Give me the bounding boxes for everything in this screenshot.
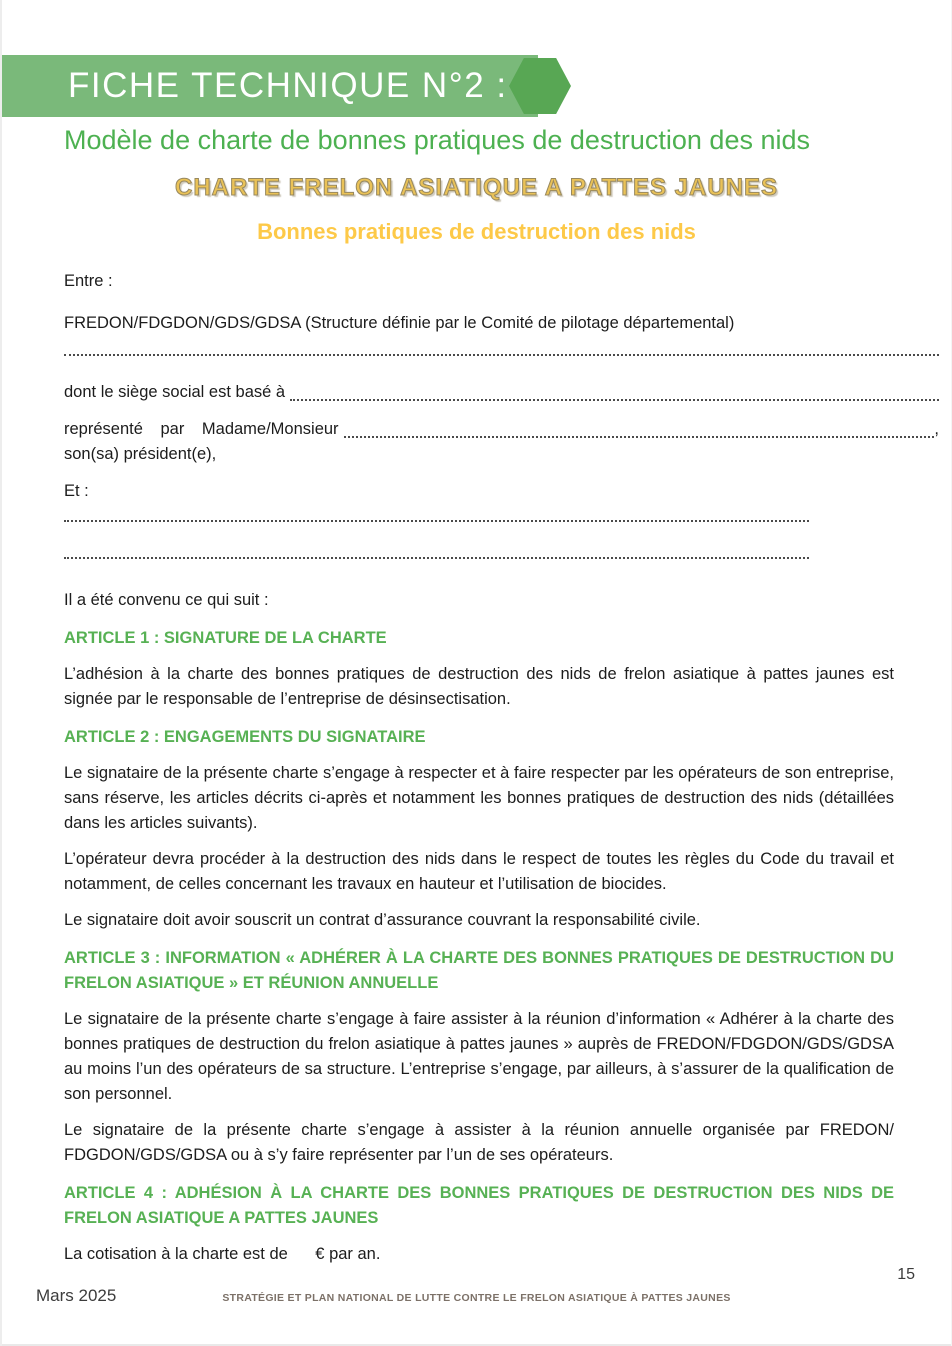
dotted-leader (344, 436, 935, 438)
entre-label: Entre : (64, 272, 113, 290)
article-1-paragraph: L’adhésion à la charte des bonnes pratiques de destruction des nids de frelon asiatique à pattes jaunes est signée par le responsable de l’entreprise de désinsectisation. (64, 665, 894, 708)
article-2-paragraph: Le signataire de la présente charte s’engage à respecter et à faire respecter par les opérateurs de son entreprise, sans réserve, les articles décrits ci-après et notamment les bonnes pratiques de destruction des nids (détaillées dans les articles suivants). (64, 764, 894, 832)
cotisation-line: La cotisation à la charte est de € par an. (64, 1245, 381, 1263)
document-body (64, 269, 939, 1267)
siege-social-line (64, 380, 939, 405)
dotted-leader (290, 399, 939, 401)
fiche-banner-title: FICHE TECHNIQUE N°2 : (68, 66, 508, 105)
fiche-banner (2, 55, 538, 117)
et-label: Et : (64, 482, 89, 500)
blank-fill-line (64, 557, 809, 559)
charte-sub-title: Bonnes pratiques de destruction des nids (257, 219, 696, 244)
represente-comma: , (934, 420, 939, 438)
represente-label: représenté par Madame/Monsieur (64, 420, 339, 438)
article-1-heading: ARTICLE 1 : SIGNATURE DE LA CHARTE (64, 629, 387, 647)
convenu-line: Il a été convenu ce qui suit : (64, 591, 269, 609)
article-3-heading: ARTICLE 3 : INFORMATION « ADHÉRER À LA CHARTE DES BONNES PRATIQUES DE DESTRUCTION DU FRELON ASIATIQUE » ET RÉUNION ANNUELLE (64, 949, 894, 992)
siege-social-label: dont le siège social est basé à (64, 383, 286, 401)
blank-fill-line (64, 520, 809, 522)
article-3-paragraph: Le signataire de la présente charte s’engage à faire assister à la réunion d’information « Adhérer à la charte des bonnes pratiques de destruction du frelon asiatique à pattes jaunes » auprès de FREDON/FDGDON/GDS/GDSA au moins l’un des opérateurs de sa structure. L’entreprise s’engage, par ailleurs, à s’assurer de la qualification de son personnel. (64, 1010, 894, 1103)
president-line: son(sa) président(e), (64, 445, 217, 463)
charte-main-title: CHARTE FRELON ASIATIQUE A PATTES JAUNES (174, 174, 779, 201)
fiche-subtitle: Modèle de charte de bonnes pratiques de destruction des nids (64, 125, 810, 155)
blank-fill-line (64, 354, 939, 356)
footer-document-title: STRATÉGIE ET PLAN NATIONAL DE LUTTE CONTRE LE FRELON ASIATIQUE À PATTES JAUNES (222, 1292, 731, 1304)
page-footer (2, 1266, 951, 1326)
article-3-paragraph: Le signataire de la présente charte s’engage à assister à la réunion annuelle organisée par FREDON/ FDGDON/GDS/GDSA ou à s’y faire représenter par l’un de ses opérateurs. (64, 1121, 894, 1164)
footer-date: Mars 2025 (36, 1286, 117, 1305)
article-2-heading: ARTICLE 2 : ENGAGEMENTS DU SIGNATAIRE (64, 728, 426, 746)
page-number: 15 (897, 1266, 915, 1283)
represente-line (64, 417, 939, 442)
article-2-paragraph: L’opérateur devra procéder à la destruction des nids dans le respect de toutes les règles du Code du travail et notamment, de celles concernant les travaux en hauteur et l’utilisation de biocides. (64, 850, 894, 893)
structure-line: FREDON/FDGDON/GDS/GDSA (Structure définie par le Comité de pilotage départemental) (64, 314, 735, 332)
article-2-paragraph: Le signataire doit avoir souscrit un contrat d’assurance couvrant la responsabilité civile. (64, 911, 701, 929)
article-4-heading: ARTICLE 4 : ADHÉSION À LA CHARTE DES BONNES PRATIQUES DE DESTRUCTION DES NIDS DE FRELON ASIATIQUE A PATTES JAUNES (64, 1184, 894, 1227)
